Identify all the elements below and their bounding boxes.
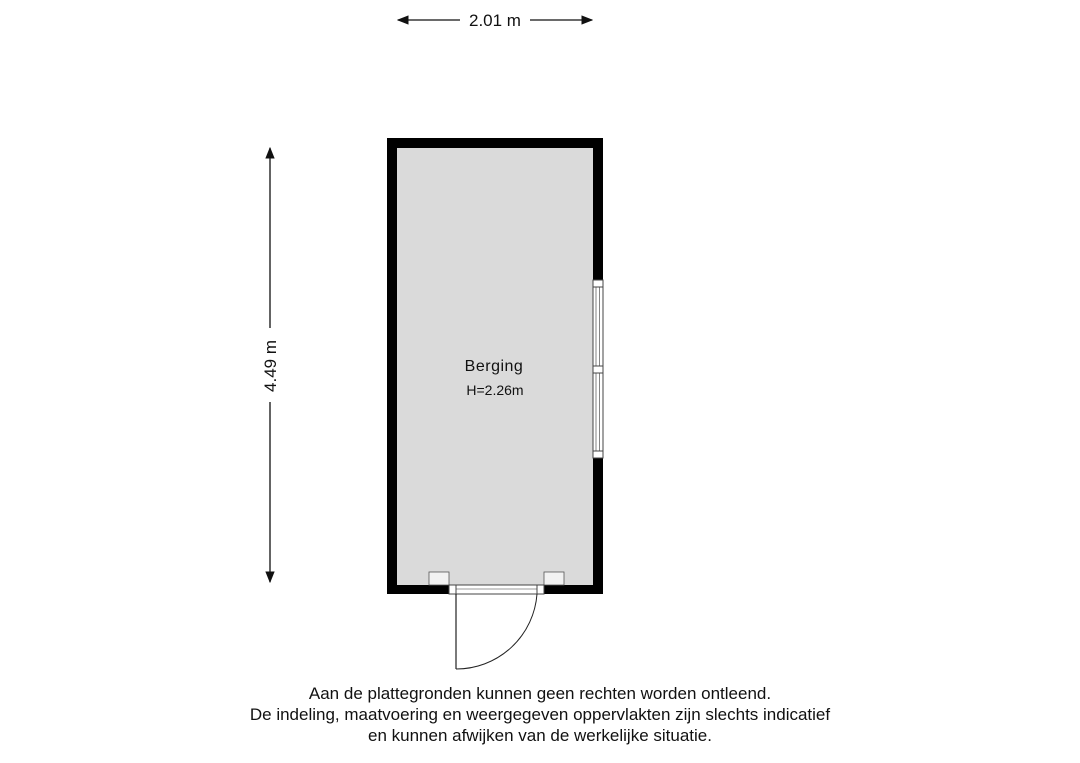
disclaimer-line-3: en kunnen afwijken van de werkelijke situatie. [368,726,712,745]
window-right [593,280,603,458]
door [429,572,564,669]
disclaimer-line-2: De indeling, maatvoering en weergegeven oppervlakten zijn slechts indicatief [249,705,831,724]
door-jamb-right [544,572,564,585]
room-name: Berging [464,358,524,375]
door-threshold [449,585,544,594]
room-height: H=2.26m [466,382,524,398]
width-dimension-label: 2.01 m [469,11,521,30]
disclaimer [140,683,940,746]
width-dimension [398,11,592,30]
disclaimer-line-1: Aan de plattegronden kunnen geen rechten worden ontleend. [308,684,772,703]
door-swing-arc [456,594,537,669]
door-jamb-left [429,572,449,585]
room-berging [387,138,603,669]
depth-dimension [261,148,280,582]
depth-dimension-label: 4.49 m [261,340,280,392]
